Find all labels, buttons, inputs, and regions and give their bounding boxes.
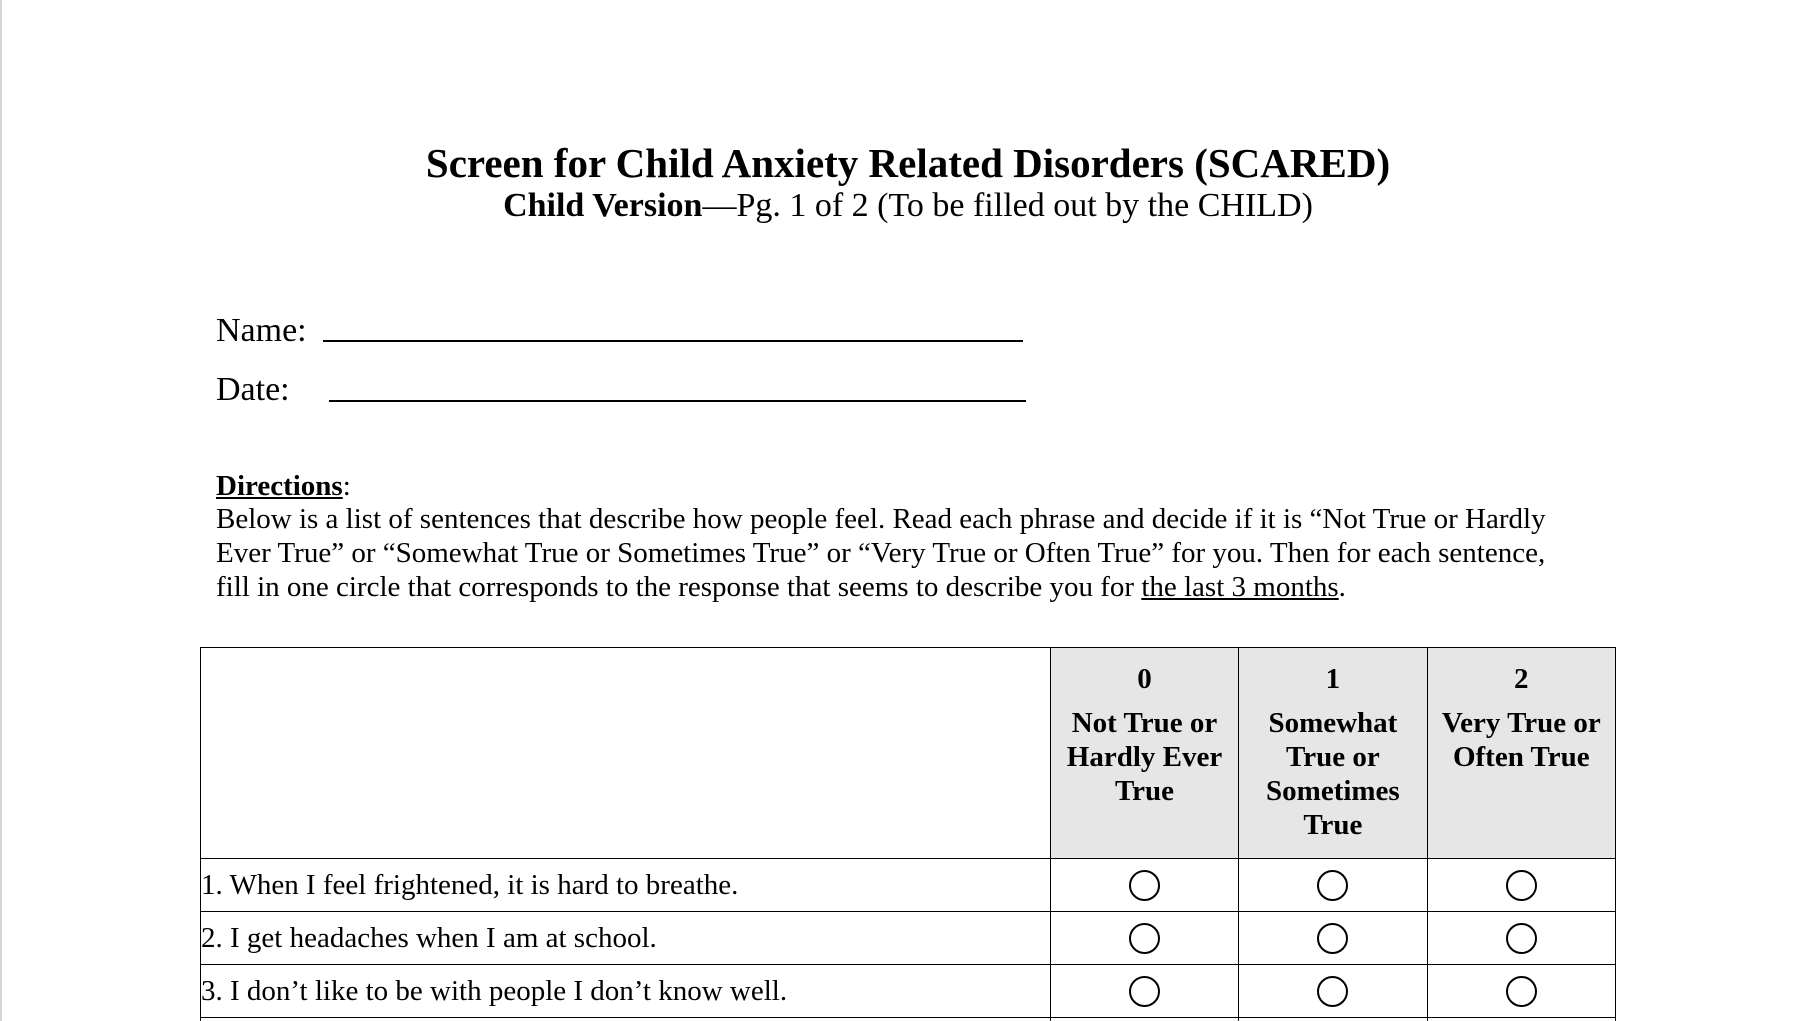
directions-heading: Directions: [216, 470, 351, 502]
radio-circle[interactable] [1317, 870, 1348, 901]
subtitle-version: Child Version [503, 187, 703, 224]
table-row-partial [201, 1018, 1616, 1021]
radio-circle[interactable] [1506, 923, 1537, 954]
option-cell [1239, 912, 1427, 965]
subtitle-page-info: —Pg. 1 of 2 (To be filled out by the CHILD) [702, 187, 1313, 224]
table-header-row [201, 648, 1616, 859]
header-blank-cell [201, 648, 1051, 859]
column-header-1: 1 Somewhat True or Sometimes True [1239, 648, 1427, 859]
date-field[interactable] [329, 400, 1026, 402]
name-label: Name: [216, 312, 307, 349]
option-cell [1050, 965, 1238, 1018]
option-cell [1427, 965, 1615, 1018]
radio-circle[interactable] [1506, 870, 1537, 901]
option-cell [1427, 859, 1615, 912]
item-text: 2. I get headaches when I am at school. [201, 912, 1051, 965]
directions-line-2: Ever True” or “Somewhat True or Sometimes True” or “Very True or Often True” for you. Then for each sentence, [216, 537, 1546, 569]
option-cell [1239, 1018, 1427, 1021]
radio-circle[interactable] [1317, 976, 1348, 1007]
last-3-months: the last 3 months [1141, 571, 1339, 603]
radio-circle[interactable] [1317, 923, 1348, 954]
item-text: 1. When I feel frightened, it is hard to breathe. [201, 859, 1051, 912]
radio-circle[interactable] [1129, 870, 1160, 901]
form-subtitle [0, 185, 1816, 227]
radio-circle[interactable] [1506, 976, 1537, 1007]
column-header-0: 0 Not True or Hardly Ever True [1050, 648, 1238, 859]
column-header-2: 2 Very True or Often True [1427, 648, 1615, 859]
option-cell [1427, 912, 1615, 965]
directions-text [216, 502, 1616, 604]
option-cell [1427, 1018, 1615, 1021]
form-title: Screen for Child Anxiety Related Disorders (SCARED) [425, 140, 1391, 186]
directions-line-3: fill in one circle that corresponds to the response that seems to describe you for the last 3 months. [216, 571, 1346, 603]
table-row [201, 859, 1616, 912]
radio-circle[interactable] [1129, 923, 1160, 954]
item-text-cut [201, 1018, 1051, 1021]
option-cell [1050, 1018, 1238, 1021]
date-label: Date: [216, 371, 290, 408]
option-cell [1050, 912, 1238, 965]
table-row [201, 965, 1616, 1018]
scared-table [200, 647, 1616, 1021]
name-field[interactable] [323, 340, 1023, 342]
item-text: 3. I don’t like to be with people I don’t know well. [201, 965, 1051, 1018]
table-row [201, 912, 1616, 965]
option-cell [1239, 859, 1427, 912]
radio-circle[interactable] [1129, 976, 1160, 1007]
option-cell [1050, 859, 1238, 912]
option-cell [1239, 965, 1427, 1018]
directions-line-1: Below is a list of sentences that describe how people feel. Read each phrase and decide if it is “Not True or Hardly [216, 503, 1546, 535]
